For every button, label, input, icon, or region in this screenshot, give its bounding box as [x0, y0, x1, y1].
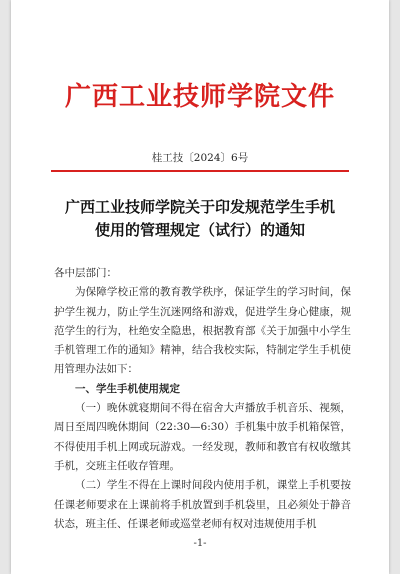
- document-page: [11, 0, 389, 574]
- section-heading: 一、学生手机使用规定: [75, 382, 180, 395]
- page-number: -1-: [193, 538, 207, 549]
- salutation: 各中层部门：: [54, 267, 117, 279]
- title-line-2: 使用的管理规定（试行）的通知: [94, 221, 305, 239]
- intro-paragraph: 为保障学校正常的教育教学秩序，保证学生的学习时间，保护学生视力，防止学生沉迷网络和游戏，促进学生身心健康，规范学生的行为，杜绝安全隐患，根据教育部《关于加强中小学生手机管理工作的通知》精神，结合我校实际，特制定学生手机使用管理办法如下：: [54, 286, 351, 376]
- document-number: 桂工技〔2024〕6号: [151, 152, 249, 164]
- document-body: [54, 264, 351, 534]
- rule-item-1: （一）晚休就寝期间不得在宿舍大声播放手机音乐、视频，周日至周四晚休期间（22:30—6:30）手机集中放手机箱保管，不得使用手机上网或玩游戏。一经发现，教师和教官有权收缴其手机，交班主任收存管理。: [54, 402, 351, 472]
- document-title: [41, 196, 359, 242]
- rule-item-2: （二）学生不得在上课时间段内使用手机，课堂上手机要按任课老师要求在上课前将手机放置到手机袋里，且必须处于静音状态，班主任、任课老师或巡堂老师有权对违规使用手机: [54, 479, 351, 530]
- title-line-1: 广西工业技师学院关于印发规范学生手机: [64, 198, 335, 216]
- document-masthead: 广西工业技师学院文件: [64, 82, 335, 112]
- red-divider-line: [51, 170, 349, 172]
